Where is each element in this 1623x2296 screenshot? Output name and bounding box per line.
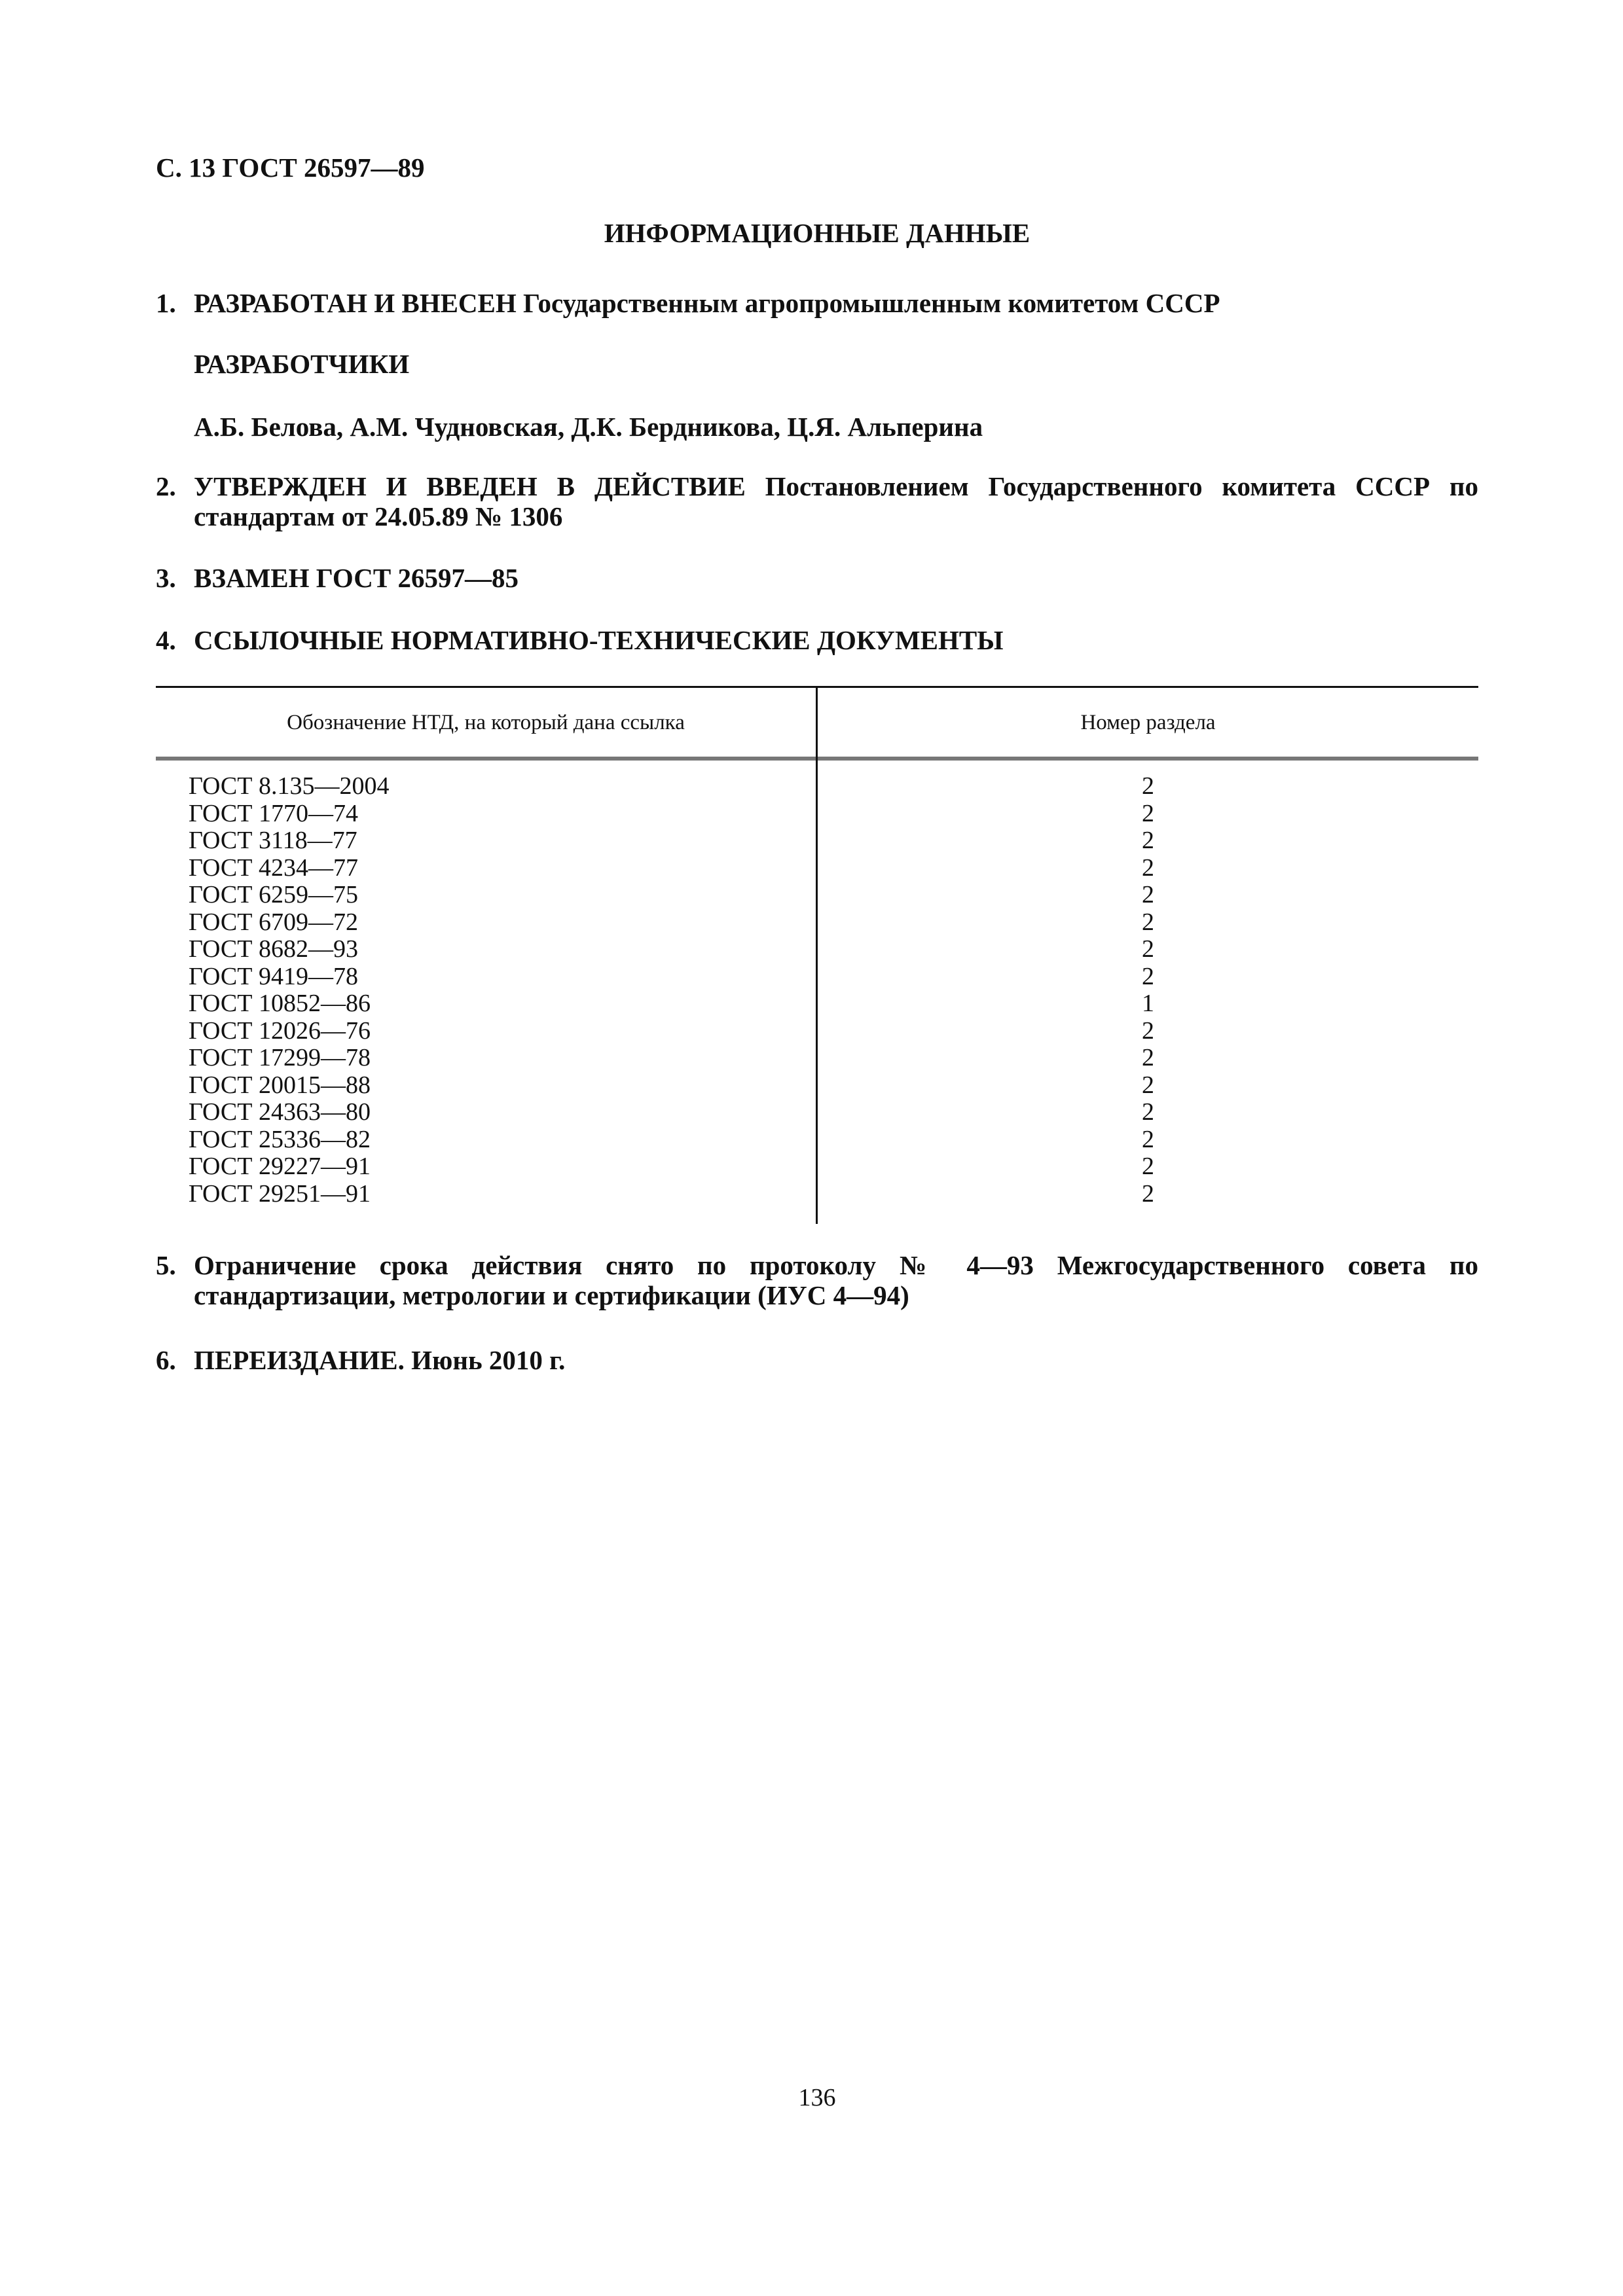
- item-text: ВЗАМЕН ГОСТ 26597—85: [194, 563, 519, 593]
- table-row: [156, 1018, 1478, 1045]
- table-cell-section: 2: [1142, 1044, 1154, 1071]
- table-cell-document: ГОСТ 8.135—2004: [189, 772, 390, 800]
- table-cell-document: ГОСТ 8682—93: [189, 935, 358, 963]
- item-number: 4.: [156, 625, 176, 655]
- table-cell-document: ГОСТ 6709—72: [189, 908, 358, 936]
- table-cell-document: ГОСТ 1770—74: [189, 799, 358, 827]
- table-cell-section: 2: [1142, 827, 1154, 854]
- item-number: 6.: [156, 1345, 176, 1375]
- table-cell-document: ГОСТ 10852—86: [189, 990, 371, 1017]
- table-body: [156, 773, 1478, 1208]
- table-cell-document: ГОСТ 6259—75: [189, 881, 358, 908]
- table-row: [156, 1181, 1478, 1208]
- info-item-1: [156, 288, 1478, 318]
- table-cell-document: ГОСТ 29227—91: [189, 1153, 371, 1180]
- table-row: [156, 800, 1478, 828]
- table-row: [156, 773, 1478, 800]
- table-cell-section: 2: [1142, 853, 1154, 882]
- document-page: [156, 0, 1478, 2296]
- table-cell-document: ГОСТ 24363—80: [189, 1098, 371, 1126]
- item-text: Ограничение срока действия снято по протоколу № 4—93 Межгосударственного совета по стандартизации, метрологии и сертификации (ИУС 4—94): [194, 1250, 1478, 1310]
- table-row: [156, 1045, 1478, 1072]
- info-item-6: [156, 1345, 1478, 1375]
- table-cell-section: 2: [1142, 1071, 1154, 1099]
- table-cell-section: 1: [1142, 990, 1154, 1017]
- item-text: ПЕРЕИЗДАНИЕ. Июнь 2010 г.: [194, 1345, 566, 1375]
- table-cell-section: 2: [1142, 1153, 1154, 1180]
- info-item-2: [156, 471, 1478, 531]
- item-text: ССЫЛОЧНЫЕ НОРМАТИВНО-ТЕХНИЧЕСКИЕ ДОКУМЕНТЫ: [194, 625, 1004, 655]
- table-cell-document: ГОСТ 4234—77: [189, 853, 358, 882]
- item-text: Государственным агропромышленным комитетом СССР: [516, 288, 1220, 318]
- table-cell-document: ГОСТ 3118—77: [189, 827, 357, 854]
- developers-heading: РАЗРАБОТЧИКИ: [194, 349, 410, 379]
- table-cell-section: 2: [1142, 962, 1154, 990]
- table-row: [156, 1099, 1478, 1126]
- table-header-section: Номер раздела: [1080, 711, 1216, 734]
- item-lead: УТВЕРЖДЕН И ВВЕДЕН В ДЕЙСТВИЕ: [194, 471, 746, 501]
- table-cell-document: ГОСТ 17299—78: [189, 1044, 371, 1071]
- table-row: [156, 990, 1478, 1018]
- reference-documents-table: [156, 686, 1478, 1224]
- info-item-5: [156, 1250, 1478, 1310]
- table-cell-section: 2: [1142, 1179, 1154, 1208]
- table-cell-section: 2: [1142, 908, 1154, 936]
- table-row: [156, 963, 1478, 991]
- table-cell-document: ГОСТ 20015—88: [189, 1071, 371, 1099]
- table-row: [156, 1126, 1478, 1154]
- developers-list: А.Б. Белова, А.М. Чудновская, Д.К. Бердникова, Ц.Я. Альперина: [194, 412, 983, 442]
- page-number: 136: [798, 2084, 836, 2111]
- table-header-document: Обозначение НТД, на который дана ссылка: [287, 711, 685, 734]
- table-cell-section: 2: [1142, 1098, 1154, 1126]
- item-text: Постановлением Государственного комитета СССР по стандартам от 24.05.89 № 1306: [194, 471, 1478, 531]
- table-cell-document: ГОСТ 9419—78: [189, 962, 358, 990]
- table-cell-section: 2: [1142, 799, 1154, 827]
- item-number: 3.: [156, 563, 176, 593]
- info-item-4: [156, 625, 1478, 655]
- table-cell-section: 2: [1142, 1016, 1154, 1045]
- page-header: С. 13 ГОСТ 26597—89: [156, 152, 425, 183]
- table-cell-document: ГОСТ 12026—76: [189, 1016, 371, 1045]
- table-row: [156, 936, 1478, 963]
- item-lead: РАЗРАБОТАН И ВНЕСЕН: [194, 288, 517, 318]
- table-cell-section: 2: [1142, 1125, 1154, 1153]
- table-row: [156, 909, 1478, 937]
- table-cell-section: 2: [1142, 935, 1154, 963]
- table-row: [156, 1153, 1478, 1181]
- item-number: 2.: [156, 471, 176, 501]
- table-cell-document: ГОСТ 29251—91: [189, 1179, 371, 1208]
- table-row: [156, 1072, 1478, 1100]
- table-row: [156, 827, 1478, 855]
- item-number: 1.: [156, 288, 176, 318]
- item-number: 5.: [156, 1250, 176, 1280]
- info-item-3: [156, 563, 1478, 593]
- table-row: [156, 882, 1478, 909]
- table-cell-section: 2: [1142, 881, 1154, 908]
- table-cell-document: ГОСТ 25336—82: [189, 1125, 371, 1153]
- table-row: [156, 855, 1478, 882]
- page-title: ИНФОРМАЦИОННЫЕ ДАННЫЕ: [604, 218, 1030, 248]
- table-cell-section: 2: [1142, 772, 1154, 800]
